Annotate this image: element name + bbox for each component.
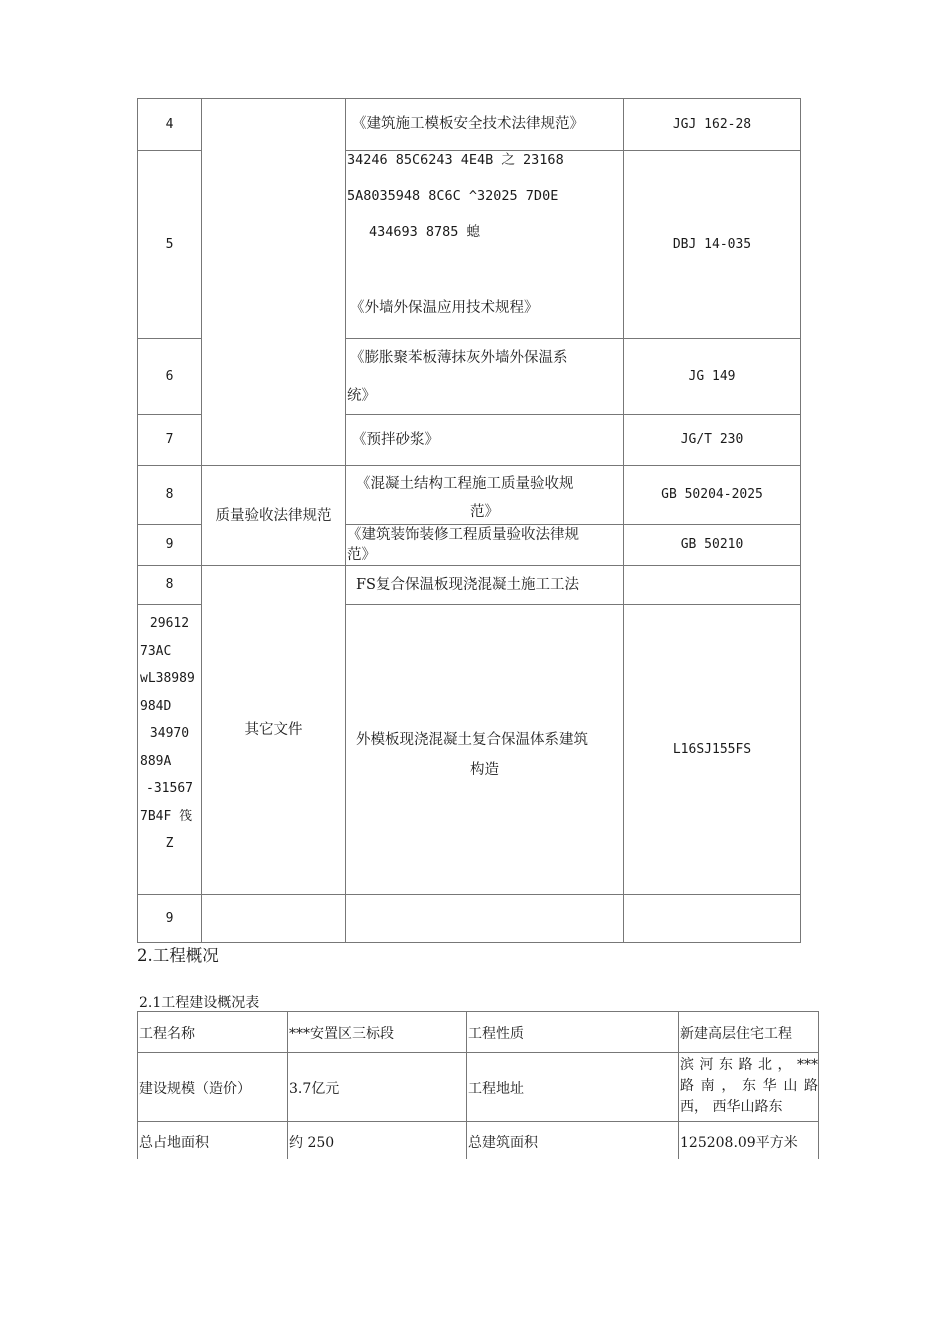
garbled-text-line: 5A8035948 8C6C ^32025 7D0E [347,188,559,204]
row-number: 6 [165,368,174,384]
standard-title-line1: 《膨胀聚苯板薄抹灰外墙外保温系 [350,350,568,366]
standard-title: 《建筑施工模板安全技术法律规范》 [352,116,584,132]
standard-title [346,895,623,942]
standard-title-line1: 外模板现浇混凝土复合保温体系建筑 [356,732,588,748]
garbled-text-line: 34970 [149,726,190,741]
garbled-text-line: 7B4F 筏 [140,808,193,824]
value-project-nature: 新建高层住宅工程 [680,1026,792,1042]
row-number: 8 [165,487,174,502]
standard-title-line2: 范》 [347,547,376,563]
subsection-heading: 2.1工程建设概况表 [139,995,260,1011]
standard-code: L16SJ155FS [672,741,752,757]
garbled-text-line: 73AC [140,643,172,659]
garbled-text-line: 34246 85C6243 4E4B 之 23168 [347,152,564,168]
standard-title: 《外墙外保温应用技术规程》 [350,300,539,316]
row-number: 4 [165,116,174,132]
garbled-row-number [138,610,201,858]
address-line: 滨河东路北，*** [680,1057,818,1073]
value-project-address [680,1055,818,1118]
standard-code: JG/T 230 [680,432,744,447]
garbled-text-line: 889A [140,753,172,769]
garbled-text-line: Z [165,836,174,851]
garbled-text-line: wL38989 [140,671,195,686]
standard-title-line2: 统》 [347,388,376,404]
standard-title: FS复合保温板现浇混凝土施工工法 [356,576,579,593]
row-number: 7 [165,432,174,447]
standard-code: GB 50204-2025 [661,487,763,502]
label-construction-scale: 建设规模（造价） [139,1081,251,1097]
standard-title: 《预拌砂浆》 [352,431,439,448]
value-total-site-area: 约 250 [289,1135,335,1151]
standard-code: JGJ 162-28 [672,116,752,132]
row-number: 9 [165,537,174,552]
standard-code [624,566,800,604]
garbled-text-line: 984D [140,698,172,714]
standard-code [624,895,800,942]
standard-title-line1: 《建筑装饰装修工程质量验收法律规 [347,527,579,543]
garbled-text-line: 29612 [149,616,190,631]
standard-title-line2: 范》 [470,504,499,520]
label-project-name: 工程名称 [139,1026,195,1042]
address-line: 路南，东华山路 [680,1078,818,1094]
value-construction-scale: 3.7亿元 [289,1081,340,1097]
standard-code: GB 50210 [680,537,744,552]
label-project-nature: 工程性质 [468,1026,524,1042]
section-heading: 2.工程概况 [137,946,219,965]
standard-code: JG 149 [688,368,736,384]
label-project-address: 工程地址 [468,1081,524,1097]
garbled-text-line: -31567 [146,781,193,796]
group-label-quality: 质量验收法律规范 [215,507,332,524]
address-line: 西， 西华山路东 [680,1099,783,1115]
standard-title-line1: 《混凝土结构工程施工质量验收规 [356,476,574,492]
label-total-floor-area: 总建筑面积 [468,1135,538,1151]
label-total-site-area: 总占地面积 [139,1135,209,1151]
value-total-floor-area: 125208.09平方米 [680,1135,798,1151]
standard-title-line2: 构造 [470,762,499,778]
row-number: 8 [165,577,174,592]
row-number: 9 [165,910,174,926]
standard-code: DBJ 14-035 [672,236,752,252]
garbled-text-line: 434693 8785 螅 [369,224,481,240]
group-label-other: 其它文件 [244,722,303,738]
value-project-name: ***安置区三标段 [289,1026,394,1042]
row-number: 5 [165,236,174,252]
